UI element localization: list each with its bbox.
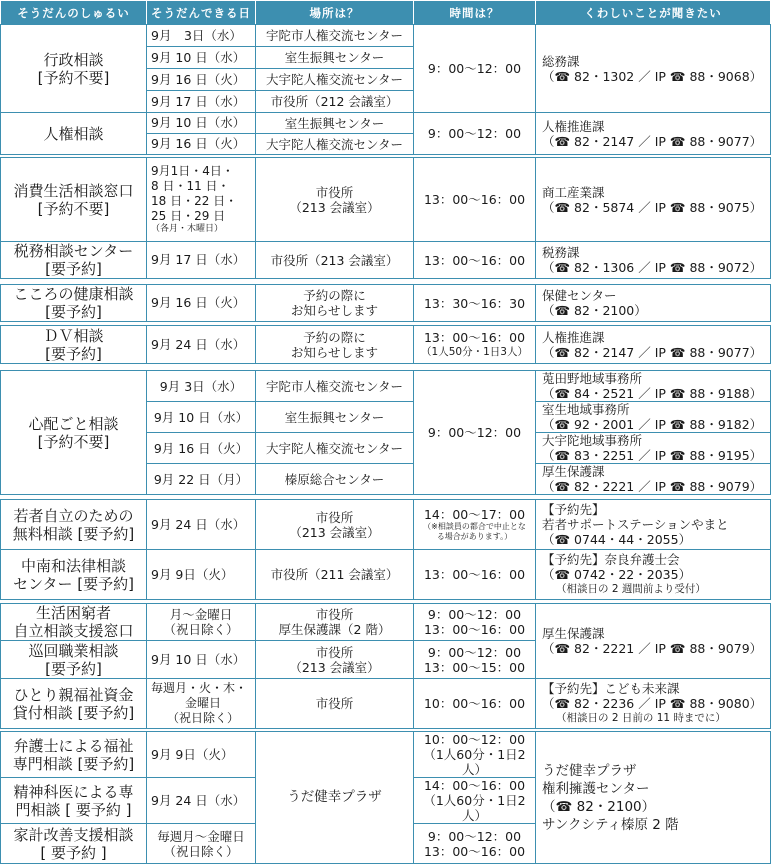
- time-cell: 13：00～16：00 （1人50分・1日3人）: [414, 326, 536, 364]
- date-cell: 9月 10 日（水）: [147, 402, 256, 433]
- date-cell: 9月 9日（火）: [147, 550, 256, 600]
- col-header-date: そうだんできる日: [147, 1, 256, 26]
- time-cell: 9：00～12：00: [414, 25, 536, 113]
- place-cell: 大宇陀人権交流センター: [256, 433, 414, 464]
- time-cell: 14：00～16：00 （1人60分・1日2人）: [414, 778, 536, 824]
- contact-cell: 税務課 （☎ 82・1306 ／ IP ☎ 88・9072）: [536, 242, 771, 279]
- group-kokoro: [0, 284, 771, 322]
- contact-cell: うだ健幸プラザ 権利擁護センター （☎ 82・2100） サンクシティ榛原 2 階: [536, 732, 771, 864]
- date-cell: 9月 10 日（水）: [147, 113, 256, 134]
- date-cell: 9月 16 日（火）: [147, 134, 256, 155]
- contact-cell: 保健センター （☎ 82・2100）: [536, 285, 771, 322]
- place-cell: 予約の際に お知らせします: [256, 285, 414, 322]
- date-cell: 9月 16 日（火）: [147, 285, 256, 322]
- kind-note: [予約不要]: [37, 68, 110, 87]
- place-cell: 榛原総合センター: [256, 464, 414, 495]
- date-cell: 毎週月・火・木・ 金曜日 （祝日除く）: [147, 679, 256, 729]
- place-cell: 市役所（213 会議室）: [256, 242, 414, 279]
- col-header-time: 時間は？: [414, 1, 536, 26]
- kind-cell: ひとり親福祉資金 貸付相談 [要予約]: [1, 679, 147, 729]
- group-konkyu-shokugyo-hitorioya: [0, 603, 771, 729]
- group-shohi-zeimu: [0, 157, 771, 279]
- kind-cell: こころの健康相談 [要予約]: [1, 285, 147, 322]
- time-cell: 9：00～12：00 13：00～16：00: [414, 604, 536, 641]
- contact-cell: 厚生保護課 （☎ 82・2221 ／ IP ☎ 88・9079）: [536, 604, 771, 679]
- place-cell: 予約の際に お知らせします: [256, 326, 414, 364]
- time-cell: 9：00～12：00: [414, 113, 536, 155]
- time-cell: 13：30～16：30: [414, 285, 536, 322]
- contact-cell: 商工産業課 （☎ 82・5874 ／ IP ☎ 88・9075）: [536, 158, 771, 242]
- kind-cell: 家計改善支援相談 [ 要予約 ]: [1, 824, 147, 864]
- contact-cell: 【予約先】奈良弁護士会 （☎ 0742・22・2035） （相談日の 2 週間前より受付）: [536, 550, 771, 600]
- group-shinpaigoto: [0, 370, 771, 495]
- place-cell: 市役所: [256, 679, 414, 729]
- group-kenko-plaza: [0, 731, 771, 864]
- time-cell: 9：00～12：00 13：00～16：00: [414, 824, 536, 864]
- contact-cell: 人権推進課 （☎ 82・2147 ／ IP ☎ 88・9077）: [536, 326, 771, 364]
- place-cell: 大宇陀人権交流センター: [256, 134, 414, 155]
- contact-cell: 厚生保護課 （☎ 82・2221 ／ IP ☎ 88・9079）: [536, 464, 771, 495]
- place-cell: 市役所 （213 会議室）: [256, 158, 414, 242]
- place-cell: 室生振興センター: [256, 47, 414, 69]
- place-cell: 宇陀市人権交流センター: [256, 371, 414, 402]
- place-cell: 市役所 （213 会議室）: [256, 641, 414, 679]
- date-cell: 9月 17 日（水）: [147, 242, 256, 279]
- group-dv: [0, 325, 771, 364]
- place-cell: 宇陀市人権交流センター: [256, 25, 414, 47]
- kind-cell: 精神科医による専 門相談 [ 要予約 ]: [1, 778, 147, 824]
- place-cell: 市役所（212 会議室）: [256, 91, 414, 113]
- col-header-kind: そうだんのしゅるい: [1, 1, 147, 26]
- date-cell: 9月 9日（火）: [147, 732, 256, 778]
- group-wakamono-houritsu: [0, 499, 771, 600]
- date-cell: 毎週月～金曜日 （祝日除く）: [147, 824, 256, 864]
- kind-cell: 人権相談: [1, 113, 147, 155]
- kind-cell: [1, 25, 147, 113]
- contact-cell: 人権推進課 （☎ 82・2147 ／ IP ☎ 88・9077）: [536, 113, 771, 155]
- kind-cell: 弁護士による福祉 専門相談 [要予約]: [1, 732, 147, 778]
- kind-cell: 心配ごと相談 [予約不要]: [1, 371, 147, 495]
- place-cell: 大宇陀人権交流センター: [256, 69, 414, 91]
- col-header-contact: くわしいことが聞きたい: [536, 1, 771, 26]
- kind-cell: ＤＶ相談 [要予約]: [1, 326, 147, 364]
- kind-cell: 消費生活相談窓口 [予約不要]: [1, 158, 147, 242]
- date-cell: 9月 16 日（火）: [147, 433, 256, 464]
- place-cell: 市役所 （213 会議室）: [256, 500, 414, 550]
- kind-label: 行政相談: [43, 50, 104, 69]
- group-gyosei: [0, 24, 771, 155]
- contact-cell: 【予約先】こども未来課 （☎ 82・2236 ／ IP ☎ 88・9080） （相談日の 2 日前の 11 時までに）: [536, 679, 771, 729]
- kind-cell: 生活困窮者 自立相談支援窓口: [1, 604, 147, 641]
- place-cell: 市役所 厚生保護課（2 階）: [256, 604, 414, 641]
- kind-cell: 中南和法律相談 センター [要予約]: [1, 550, 147, 600]
- time-cell: 13：00～16：00: [414, 242, 536, 279]
- date-cell: 9月 22 日（月）: [147, 464, 256, 495]
- place-cell: 市役所（211 会議室）: [256, 550, 414, 600]
- kind-cell: 巡回職業相談 [要予約]: [1, 641, 147, 679]
- date-cell: 月～金曜日 （祝日除く）: [147, 604, 256, 641]
- date-cell: 9月 24 日（水）: [147, 500, 256, 550]
- contact-cell: 莵田野地域事務所 （☎ 84・2521 ／ IP ☎ 88・9188）: [536, 371, 771, 402]
- kind-cell: 税務相談センター [要予約]: [1, 242, 147, 279]
- place-cell: 室生振興センター: [256, 113, 414, 134]
- time-cell: 13：00～16：00: [414, 550, 536, 600]
- date-cell: 9月 10 日（水）: [147, 641, 256, 679]
- date-cell: 9月 3日（水）: [147, 25, 256, 47]
- contact-cell: 総務課 （☎ 82・1302 ／ IP ☎ 88・9068）: [536, 25, 771, 113]
- place-cell: 室生振興センター: [256, 402, 414, 433]
- place-cell: うだ健幸プラザ: [256, 732, 414, 864]
- header-row-table: [0, 0, 771, 26]
- time-cell: 14：00～17：00 （※相談員の都合で中止とな る場合があります。）: [414, 500, 536, 550]
- date-cell: 9月 24 日（水）: [147, 326, 256, 364]
- date-cell: 9月 3日（水）: [147, 371, 256, 402]
- time-cell: 9：00～12：00 13：00～15：00: [414, 641, 536, 679]
- date-cell: 9月 10 日（水）: [147, 47, 256, 69]
- date-cell: 9月1日・4日・ 8 日・11 日・ 18 日・22 日・ 25 日・29 日 （各月・木曜日）: [147, 158, 256, 242]
- contact-cell: 室生地域事務所 （☎ 92・2001 ／ IP ☎ 88・9182）: [536, 402, 771, 433]
- date-cell: 9月 17 日（水）: [147, 91, 256, 113]
- time-cell: 10：00～16：00: [414, 679, 536, 729]
- contact-cell: 大宇陀地域事務所 （☎ 83・2251 ／ IP ☎ 88・9195）: [536, 433, 771, 464]
- kind-cell: 若者自立のための 無料相談 [要予約]: [1, 500, 147, 550]
- time-cell: 10：00～12：00 （1人60分・1日2人）: [414, 732, 536, 778]
- date-cell: 9月 24 日（水）: [147, 778, 256, 824]
- col-header-place: 場所は？: [256, 1, 414, 26]
- date-cell: 9月 16 日（火）: [147, 69, 256, 91]
- time-cell: 9：00～12：00: [414, 371, 536, 495]
- contact-cell: 【予約先】 若者サポートステーションやまと （☎ 0744・44・2055）: [536, 500, 771, 550]
- time-cell: 13：00～16：00: [414, 158, 536, 242]
